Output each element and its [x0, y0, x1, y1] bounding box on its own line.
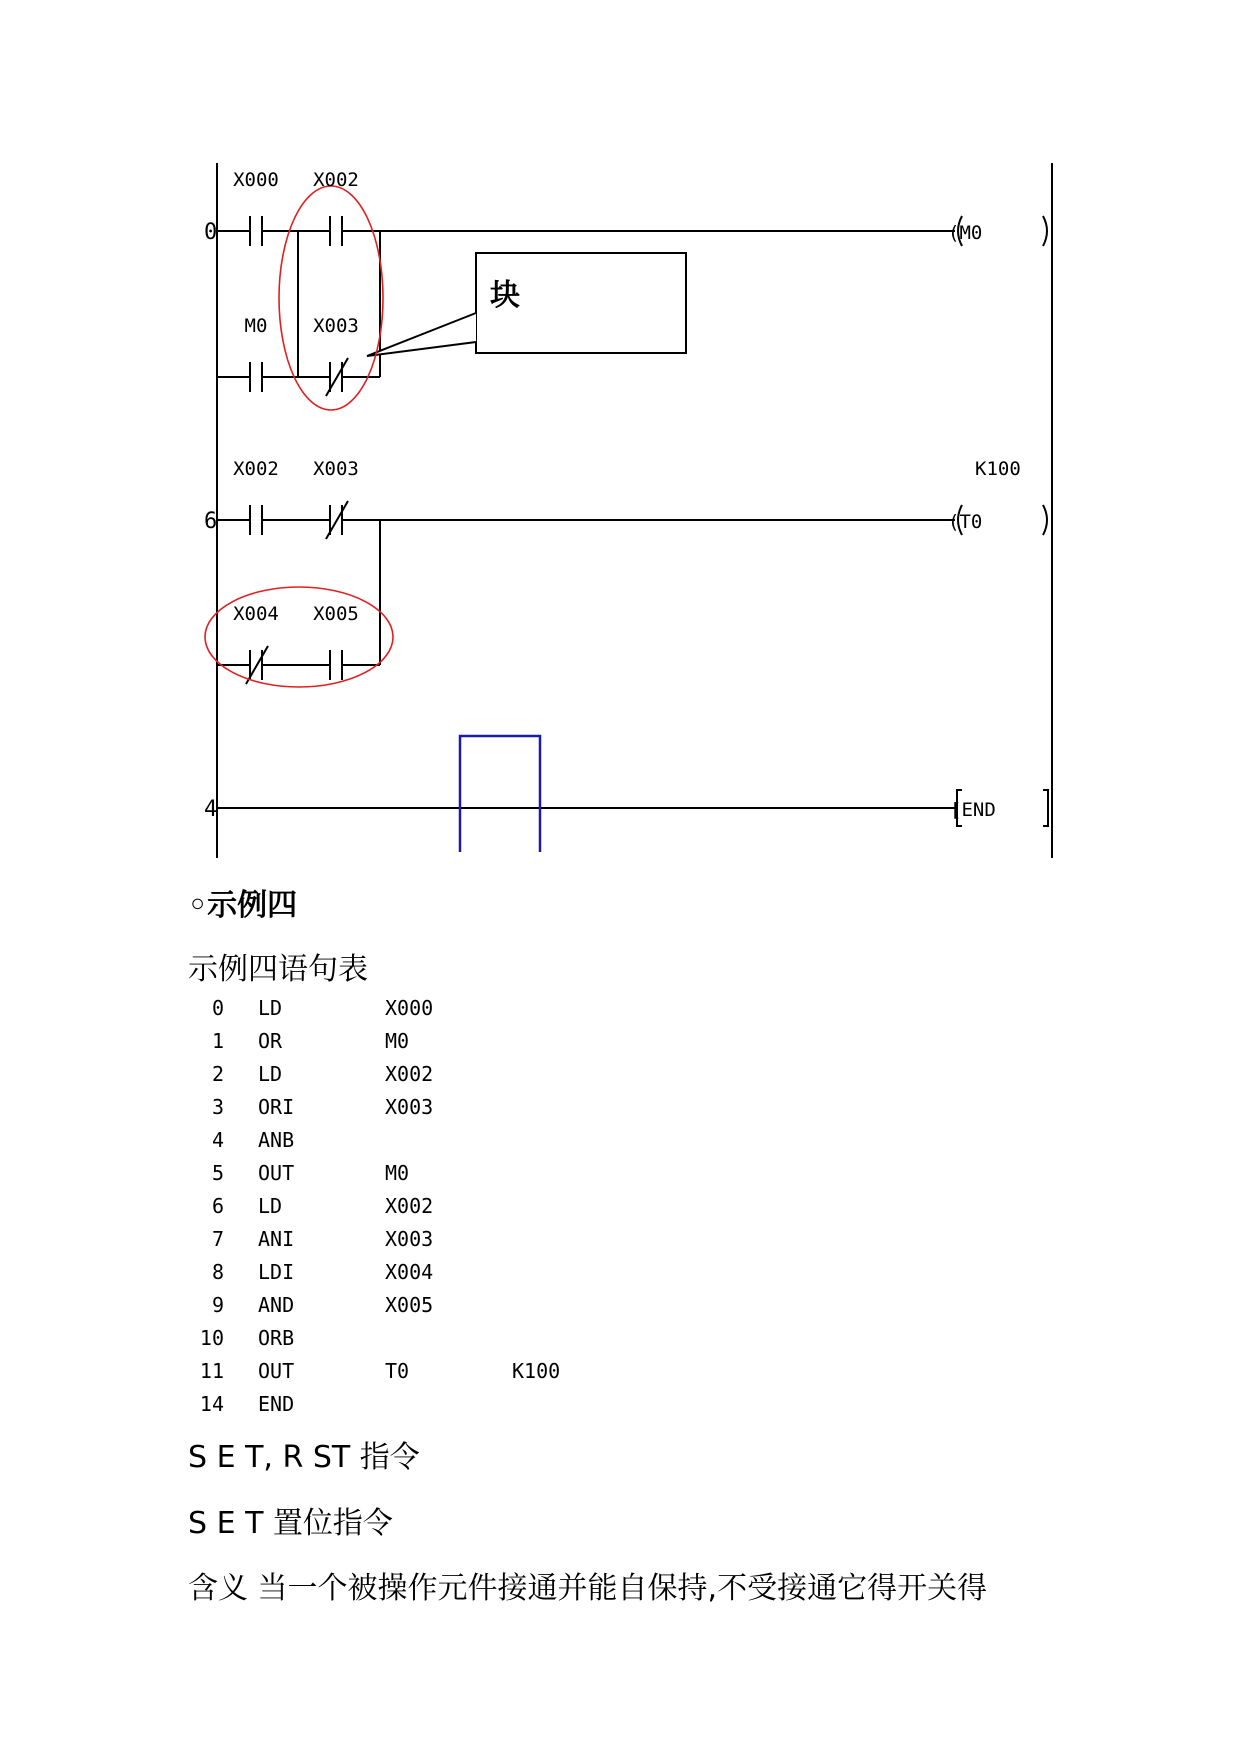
contact-label: X002 — [313, 169, 359, 191]
statement-number: 14 — [199, 1392, 224, 1416]
paragraph-set-rst: S E T, R ST 指令 — [188, 1440, 420, 1475]
annotation-text: 块 — [490, 278, 520, 313]
statement-operand: X002 — [385, 1062, 434, 1086]
statement-op: LD — [258, 1194, 283, 1218]
statement-number: 4 — [211, 1128, 224, 1152]
statement-operand: M0 — [385, 1161, 410, 1185]
contact-label: X000 — [233, 169, 279, 191]
contact-no-x005 — [330, 650, 342, 680]
statement-operand: X005 — [385, 1293, 434, 1317]
statement-number: 11 — [199, 1359, 224, 1383]
coil-label: (M0 — [948, 222, 983, 244]
contact-label: X005 — [313, 603, 359, 625]
statement-number: 10 — [199, 1326, 224, 1350]
statement-op: ANI — [258, 1227, 295, 1251]
statement-number: 6 — [211, 1194, 224, 1218]
contact-no-x002-rung6 — [250, 505, 262, 535]
statement-number: 7 — [211, 1227, 224, 1251]
statement-op: OUT — [258, 1359, 295, 1383]
highlight-ellipse-series — [205, 587, 393, 687]
step-number: 0 — [204, 220, 218, 245]
contact-label: X003 — [313, 458, 359, 480]
statement-table-title: 示例四语句表 — [188, 952, 368, 987]
statement-operand: X000 — [385, 996, 434, 1020]
statement-number: 5 — [211, 1161, 224, 1185]
statement-number: 1 — [211, 1029, 224, 1053]
contact-no-x002-rung0 — [330, 216, 342, 246]
section-heading: ◦示例四 — [188, 888, 298, 923]
statement-operand: X003 — [385, 1095, 434, 1119]
statement-operand: X002 — [385, 1194, 434, 1218]
contact-no-x000 — [250, 216, 262, 246]
step-number: 6 — [204, 509, 218, 534]
statement-op: ORB — [258, 1326, 295, 1350]
statement-op: OUT — [258, 1161, 295, 1185]
statement-op: LD — [258, 996, 283, 1020]
statement-number: 8 — [211, 1260, 224, 1284]
statement-number: 9 — [211, 1293, 224, 1317]
paragraph-set-title: S E T 置位指令 — [188, 1506, 393, 1541]
annotation-pointer — [367, 313, 476, 356]
statement-operand: T0 — [385, 1359, 410, 1383]
statement-op: LDI — [258, 1260, 295, 1284]
statement-op: AND — [258, 1293, 295, 1317]
statement-operand: M0 — [385, 1029, 410, 1053]
statement-operand: X004 — [385, 1260, 434, 1284]
statement-number: 0 — [211, 996, 224, 1020]
statement-op: END — [258, 1392, 295, 1416]
pulse-shape — [460, 736, 540, 852]
contact-no-m0 — [250, 362, 262, 392]
coil-label: (T0 — [948, 511, 983, 533]
statement-op: ORI — [258, 1095, 295, 1119]
statement-op: ANB — [258, 1128, 295, 1152]
statement-operand-2: K100 — [512, 1359, 561, 1383]
coil-param: K100 — [975, 458, 1021, 480]
contact-label: X002 — [233, 458, 279, 480]
statement-number: 2 — [211, 1062, 224, 1086]
end-label: [END — [950, 799, 996, 821]
statement-op: OR — [258, 1029, 283, 1053]
contact-label: X004 — [233, 603, 279, 625]
statement-op: LD — [258, 1062, 283, 1086]
ladder-diagram — [0, 0, 1241, 870]
statement-operand: X003 — [385, 1227, 434, 1251]
statement-number: 3 — [211, 1095, 224, 1119]
contact-label: M0 — [244, 315, 268, 337]
contact-label: X003 — [313, 315, 359, 337]
step-number: 4 — [204, 797, 218, 822]
paragraph-meaning: 含义 当一个被操作元件接通并能自保持,不受接通它得开关得 — [188, 1571, 988, 1606]
